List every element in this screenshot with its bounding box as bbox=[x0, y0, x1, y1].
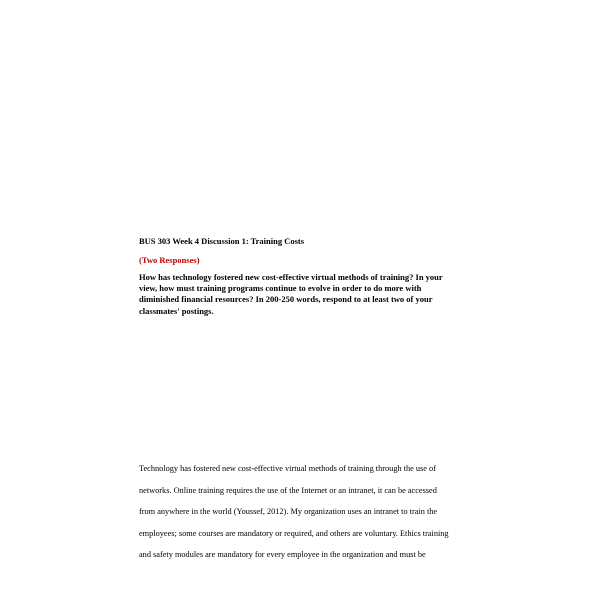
body-line: from anywhere in the world (Youssef, 2012). My organization uses an intranet to train the bbox=[139, 507, 438, 516]
body-line: Technology has fostered new cost-effective virtual methods of training through the use of bbox=[139, 464, 436, 473]
body-line: employees; some courses are mandatory or required, and others are voluntary. Ethics training bbox=[139, 528, 449, 538]
prompt-line: diminished financial resources? In 200-250 words, respond to at least two of your bbox=[139, 294, 433, 305]
prompt-line: How has technology fostered new cost-effective virtual methods of training? In your bbox=[139, 272, 443, 282]
discussion-prompt bbox=[139, 272, 459, 317]
body-line: networks. Online training requires the use of the Internet or an intranet, it can be accessed bbox=[139, 485, 437, 495]
response-body bbox=[139, 458, 469, 566]
document-title: BUS 303 Week 4 Discussion 1: Training Costs bbox=[139, 236, 305, 246]
body-line: and safety modules are mandatory for every employee in the organization and must be bbox=[139, 550, 426, 559]
prompt-line: classmates' postings. bbox=[139, 305, 214, 316]
prompt-line: view, how must training programs continue to evolve in order to do more with bbox=[139, 283, 422, 294]
responses-label: (Two Responses) bbox=[139, 255, 200, 265]
